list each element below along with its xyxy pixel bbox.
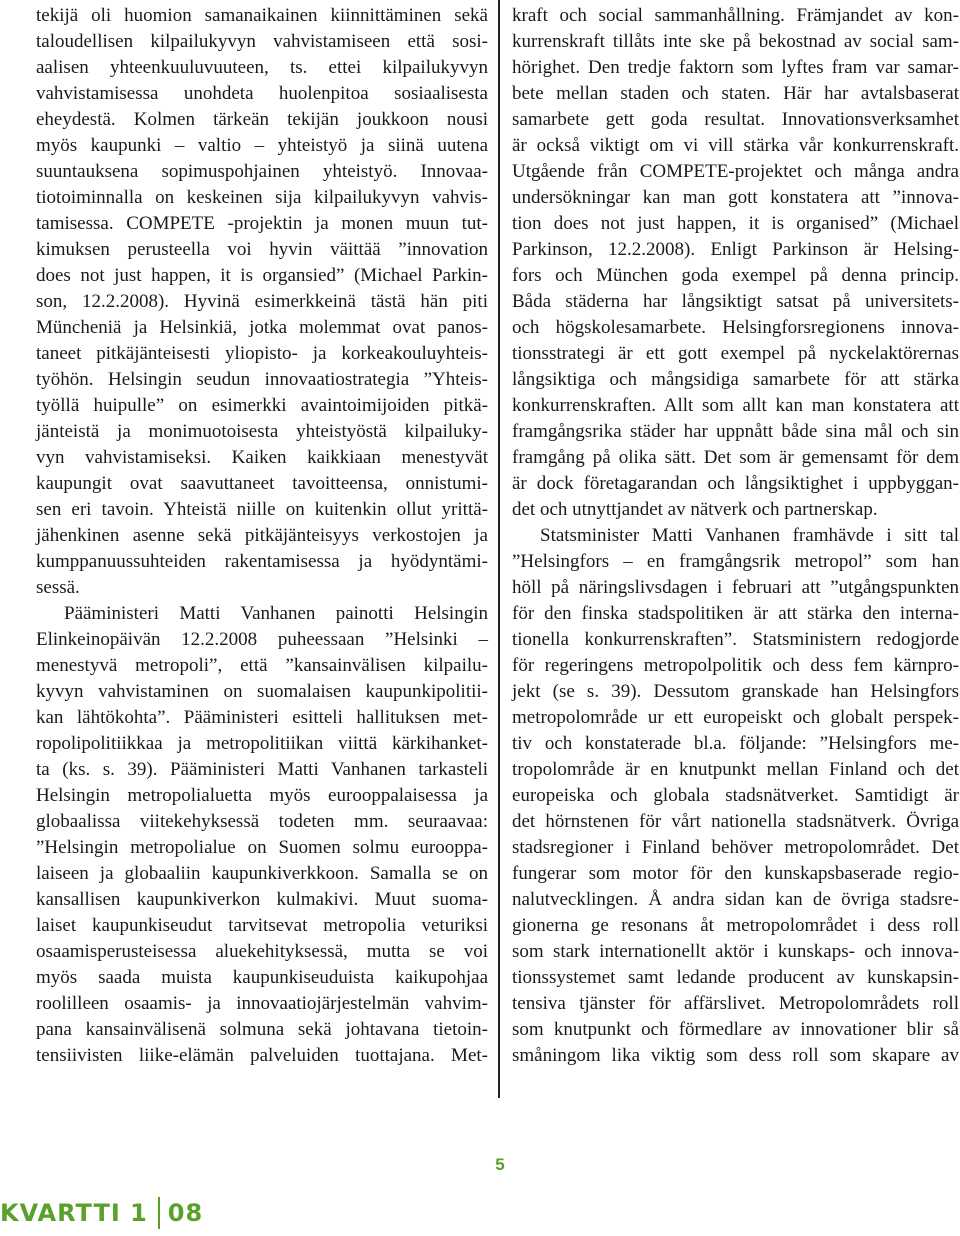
text-line: tion does not just happen, it is organised” (Michael [512,213,959,234]
text-line: taloudellisen kilpailukyvyn vahvistamiseen että sosi- [36,31,488,52]
text-line: menestyvä metropoli”, että ”kansainvälisen kilpailu- [36,655,488,676]
text-line: hörighet. Den tredje faktorn som lyftes fram var samar- [512,57,959,78]
text-line: Müncheniä ja Helsinkiä, jotka molemmat ovat panos- [36,317,488,338]
publication-name: KVARTTI 1 [0,1199,148,1227]
text-line: jähenkinen asenne sekä pitkäjänteisyys verkostojen ja [36,525,488,546]
text-line: kan lähtökohta”. Pääministeri esitteli hallituksen met- [36,707,488,728]
text-line: taneet pitkäjänteisesti yliopisto- ja korkeakouluyhteis- [36,343,488,364]
text-line: kimuksen perusteella voi hyvin väittää ”innovation [36,239,488,260]
text-line: tiv och konstaterade bl.a. följande: ”Helsingfors me- [512,733,959,754]
text-line: samarbete gett goda resultat. Innovationsverksamhet [512,109,959,130]
text-line: does not just happen, it is organsied” (Michael Parkin- [36,265,488,286]
text-line: myös kaupunki – valtio – yhteistyö ja siinä uutena [36,135,488,156]
swedish-text-column [512,3,959,1069]
text-line: ta (ks. s. 39). Pääministeri Matti Vanhanen tarkasteli [36,759,488,780]
publication-footer [0,1197,203,1229]
text-line: är dock företagarandan och långsiktighet i uppbyggan- [512,473,959,494]
text-line: vyn vahvistamiseksi. Kaiken kaikkiaan menestyvät [36,447,488,468]
text-line: undersökningar kan man gott konstatera att ”innova- [512,187,959,208]
text-line: sen eri tavoin. Yhteistä niille on kuitenkin ollut yrittä- [36,499,488,520]
text-line: fors och München goda exempel på denna princip. [512,265,959,286]
text-line: Båda städerna har långsiktigt satsat på universitets- [512,291,959,312]
text-line: myös saada muista kaupunkiseuduista kaikupohjaa [36,967,488,988]
text-line: sessä. [36,577,80,598]
text-line: framgångsrika städer har uppnått både sina mål och sin [512,421,959,442]
text-line: som stark internationellt aktör i kunskaps- och innova- [512,941,959,962]
text-line: kurrenskraft tillåts inte ske på bekostnad av social sam- [512,31,959,52]
text-line: stadsregioner i Finland behöver metropolområdet. Det [512,837,959,858]
text-line: kraft och social sammanhållning. Främjandet av kon- [512,5,959,26]
text-line: kansallisen kaupunkiverkon kulmakivi. Muut suoma- [36,889,488,910]
text-line: laiseen ja globaaliin kaupunkiverkkoon. Samalla se on [36,863,488,884]
text-line: tiotoiminnalla on keskeinen sija kilpailukyvyn vahvis- [36,187,488,208]
text-line: långsiktiga och mångsidiga samarbete för att stärka [512,369,959,390]
text-line: tensiva tjänster för affärslivet. Metropolområdets roll [512,993,959,1014]
text-line: tamisessa. COMPETE -projektin ja monen muun tut- [36,213,488,234]
text-line: Statsminister Matti Vanhanen framhävde i sitt tal [540,525,959,546]
text-line: vahvistamisessa unohdeta huolenpitoa sosiaalisesta [36,83,488,104]
text-line: roolilleen osaamis- ja innovaatiojärjestelmän vahvim- [36,993,488,1014]
text-line: tensiivisten liike-elämän palveluiden tuottajana. Met- [36,1045,488,1066]
page-number: 5 [495,1155,505,1174]
text-line: tionsstrategi är ett gott exempel på nyckelaktörernas [512,343,959,364]
text-line: det hörnstenen för vårt nationella stadsnätverk. Övriga [512,811,959,832]
text-line: kaupungit ovat saavuttaneet tavoitteensa, onnistumi- [36,473,488,494]
text-line: työhön. Helsingin seudun innovaatiostrategia ”Yhteis- [36,369,488,390]
finnish-text-column [36,3,488,1069]
text-line: osaamisperusteisessa aluekehityksessä, mutta se voi [36,941,488,962]
text-line: och högskolesamarbete. Helsingforsregionens innova- [512,317,959,338]
footer-separator [158,1197,160,1229]
text-line: höll på näringslivsdagen i februari att ”utgångspunkten [512,577,959,598]
text-line: fungerar som motor för den kunskapsbaserade regio- [512,863,959,884]
text-line: gionerna ge resonans åt metropolområdet i dess roll [512,915,959,936]
text-line: jänteistä ja monimuotoisesta yhteistyöstä kilpailuky- [36,421,488,442]
text-line: laiset kaupunkiseudut tarvitsevat metropolia veturiksi [36,915,488,936]
text-line: framgång på olika sätt. Det som är gemensamt för dem [512,447,959,468]
text-line: Pääministeri Matti Vanhanen painotti Helsingin [64,603,488,624]
text-line: kumppanuussuhteiden rakentamisessa ja hyödyntämi- [36,551,488,572]
text-line: ”Helsingfors – en framgångsrik metropol” som han [512,551,959,572]
text-line: det och utnyttjandet av nätverk och partnerskap. [512,499,878,520]
text-line: europeiska och globala stadsnätverket. Samtidigt är [512,785,959,806]
text-line: jekt (se s. 39). Dessutom granskade han Helsingfors [512,681,959,702]
text-line: pana kansainvälisenä solmuna sekä johtavana tietoin- [36,1019,488,1040]
text-line: tekijä oli huomion samanaikainen kiinnittäminen sekä [36,5,488,26]
text-line: nalutvecklingen. Å andra sidan kan de övriga stadsre- [512,889,959,910]
text-line: ”Helsingin metropolialue on Suomen solmu eurooppa- [36,837,488,858]
text-line: työllä huipulle” on esimerkki avaintoimijoiden pitkä- [36,395,488,416]
text-line: tropolområde är en knutpunkt mellan Finland och det [512,759,959,780]
text-line: Utgående från COMPETE-projektet och många andra [512,161,959,182]
text-line: Parkinson, 12.2.2008). Enligt Parkinson är Helsing- [512,239,959,260]
text-line: suuntauksena sopimuspohjainen yhteistyö. Innovaa- [36,161,488,182]
text-line: småningom lika viktig som dess roll som skapare av [512,1045,959,1066]
text-line: metropolområde ur ett europeiskt och globalt perspek- [512,707,959,728]
text-line: konkurrenskraften. Allt som allt kan man konstatera att [512,395,959,416]
text-line: ropolipolitiikkaa ja metropolitiikan viittä kärkihanket- [36,733,488,754]
text-line: för den finska stadspolitiken är att stärka den interna- [512,603,959,624]
text-line: Helsingin metropolialuetta myös eurooppalaisessa ja [36,785,488,806]
text-line: kyvyn vahvistaminen on suomalaisen kaupunkipolitii- [36,681,488,702]
text-line: för regeringens metropolpolitik och dess fem kärnpro- [512,655,959,676]
column-divider [498,0,500,1098]
text-line: eheydestä. Kolmen tärkeän tekijän joukkoon nousi [36,109,488,130]
text-line: Elinkeinopäivän 12.2.2008 puheessaan ”Helsinki – [36,629,488,650]
issue-year: 08 [167,1199,204,1227]
text-line: tionella konkurrenskraften”. Statsministern redogjorde [512,629,959,650]
text-line: tionssystemet samt ledande producent av kunskapsin- [512,967,959,988]
text-line: är också viktigt om vi vill stärka vår konkurrenskraft. [512,135,959,156]
text-line: bete mellan staden och staten. Här har avtalsbaserat [512,83,959,104]
text-line: aalisen yhteenkuuluvuuteen, ts. ettei kilpailukyvyn [36,57,488,78]
text-line: son, 12.2.2008). Hyvinä esimerkkeinä tästä hän piti [36,291,488,312]
text-line: som knutpunkt och förmedlare av innovationer blir så [512,1019,959,1040]
text-line: globaalissa viitekehyksessä todeten mm. seuraavaa: [36,811,488,832]
